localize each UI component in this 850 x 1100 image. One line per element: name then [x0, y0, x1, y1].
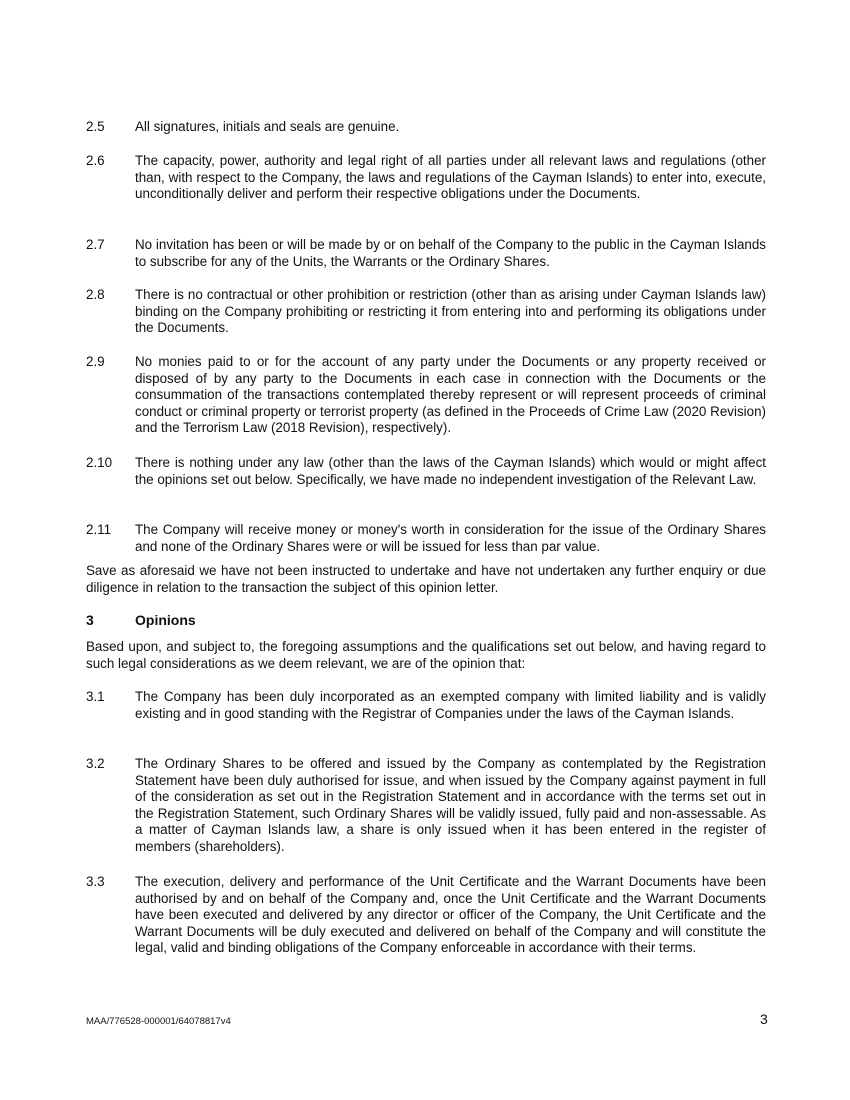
- document-reference: MAA/776528-000001/64078817v4: [86, 1016, 231, 1027]
- assumption-2-9: [86, 354, 766, 437]
- save-as-aforesaid-paragraph: Save as aforesaid we have not been instructed to undertake and have not undertaken any further enquiry or due diligence in relation to the transaction the subject of this opinion letter.: [86, 563, 766, 595]
- clause-number: 2.7: [86, 237, 105, 252]
- clause-text: No monies paid to or for the account of any party under the Documents or any property received or disposed of by any party to the Documents in each case in connection with the Documents or the consummation of the transactions contemplated thereby represent or will represent proceeds of criminal conduct or criminal property or terrorist property (as defined in the Proceeds of Crime Law (2020 Revision) and the Terrorism Law (2018 Revision), respectively).: [135, 354, 766, 436]
- clause-text: The Ordinary Shares to be offered and issued by the Company as contemplated by the Registration Statement have been duly authorised for issue, and when issued by the Company against payment in full of the consideration as set out in the Registration Statement and in accordance with the terms set out in the Registration Statement, such Ordinary Shares will be validly issued, fully paid and non-assessable. As a matter of Cayman Islands law, a share is only issued when it has been entered in the register of members (shareholders).: [135, 756, 766, 854]
- assumption-2-10: [86, 455, 766, 488]
- section-heading-opinions: [86, 612, 766, 629]
- section-number: 3: [86, 612, 94, 628]
- assumption-2-7: [86, 237, 766, 270]
- clause-number: 3.1: [86, 689, 105, 704]
- clause-text: The Company has been duly incorporated as an exempted company with limited liability and is validly existing and in good standing with the Registrar of Companies under the laws of the Cayman Islands.: [135, 689, 766, 721]
- clause-number: 3.2: [86, 756, 105, 771]
- clause-text: All signatures, initials and seals are genuine.: [135, 119, 400, 134]
- assumption-2-11: [86, 522, 766, 555]
- clause-number: 3.3: [86, 874, 105, 889]
- assumption-2-5: [86, 119, 766, 136]
- opinion-3-2: [86, 756, 766, 856]
- clause-number: 2.10: [86, 455, 113, 470]
- assumption-2-6: [86, 153, 766, 203]
- clause-number: 2.9: [86, 354, 105, 369]
- clause-text: The execution, delivery and performance of the Unit Certificate and the Warrant Documents have been authorised by and on behalf of the Company and, once the Unit Certificate and the Warrant Documents have been executed and delivered by any director or officer of the Company, the Unit Certificate and the Warrant Documents will be duly executed and delivered on behalf of the Company and will constitute the legal, valid and binding obligations of the Company enforceable in accordance with their terms.: [135, 874, 766, 956]
- clause-text: The capacity, power, authority and legal right of all parties under all relevant laws and regulations (other than, with respect to the Company, the laws and regulations of the Cayman Islands) to enter into, execute, unconditionally deliver and perform their respective obligations under the Documents.: [135, 153, 766, 202]
- clause-text: There is no contractual or other prohibition or restriction (other than as arising under Cayman Islands law) binding on the Company prohibiting or restricting it from entering into and performing its obligations under the Documents.: [135, 287, 766, 336]
- section-title: Opinions: [135, 612, 196, 628]
- clause-text: There is nothing under any law (other than the laws of the Cayman Islands) which would or might affect the opinions set out below. Specifically, we have made no independent investigation of the Relevant Law.: [135, 455, 766, 487]
- clause-text: The Company will receive money or money's worth in consideration for the issue of the Ordinary Shares and none of the Ordinary Shares were or will be issued for less than par value.: [135, 522, 766, 554]
- page-number: 3: [760, 1011, 768, 1027]
- clause-number: 2.6: [86, 153, 105, 168]
- opinions-intro-paragraph: Based upon, and subject to, the foregoing assumptions and the qualifications set out below, and having regard to such legal considerations as we deem relevant, we are of the opinion that:: [86, 639, 766, 671]
- assumption-2-8: [86, 287, 766, 337]
- opinion-3-3: [86, 874, 766, 957]
- clause-number: 2.11: [86, 522, 112, 537]
- opinion-3-1: [86, 689, 766, 722]
- clause-number: 2.5: [86, 119, 105, 134]
- clause-number: 2.8: [86, 287, 105, 302]
- clause-text: No invitation has been or will be made by or on behalf of the Company to the public in the Cayman Islands to subscribe for any of the Units, the Warrants or the Ordinary Shares.: [135, 237, 766, 269]
